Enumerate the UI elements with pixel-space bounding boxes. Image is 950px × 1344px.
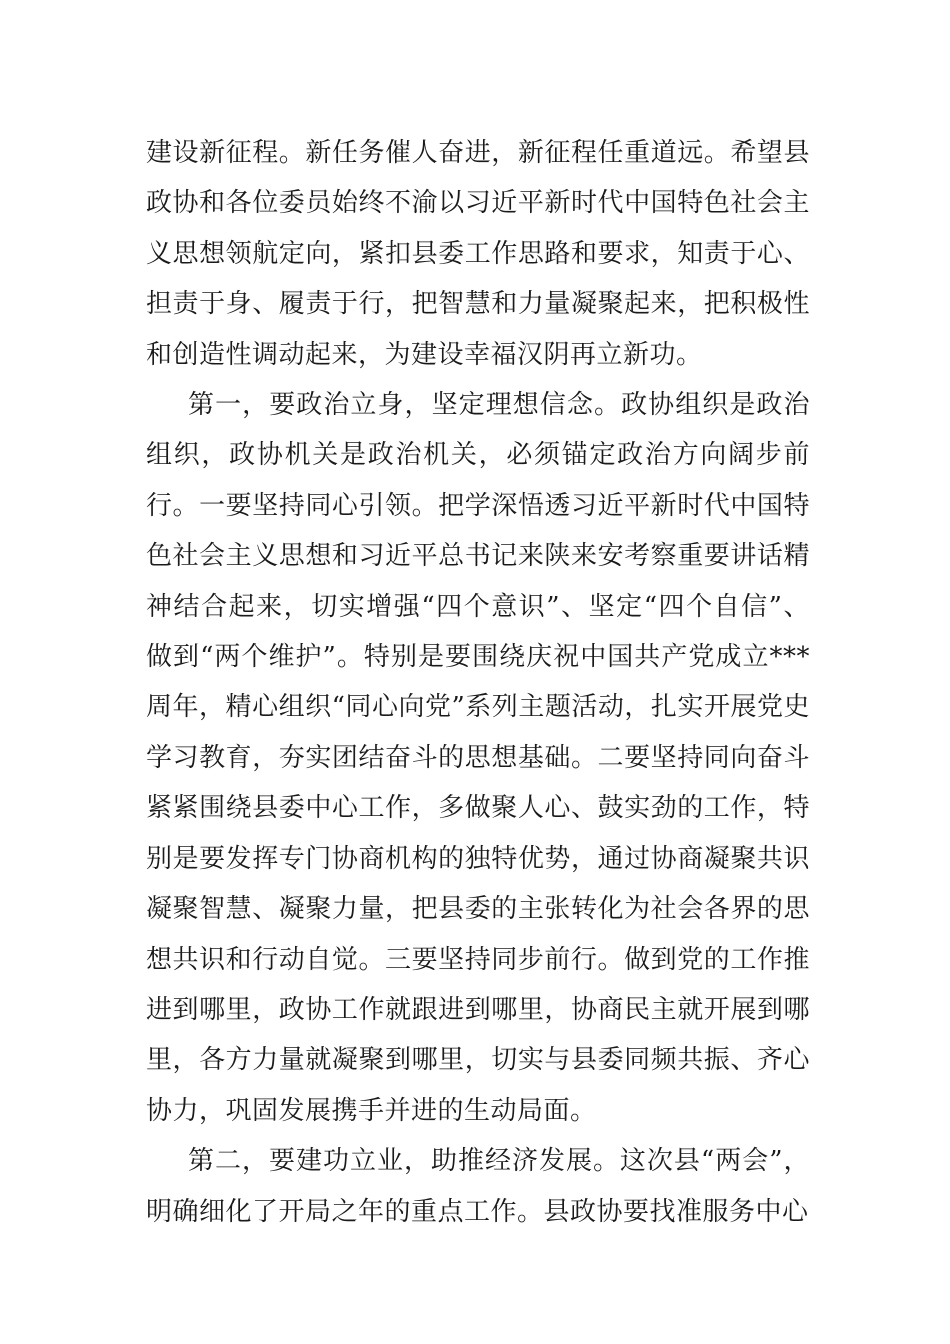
paragraph-first-point: 第一，要政治立身，坚定理想信念。政协组织是政治组织，政协机关是政治机关，必须锚定政治方向阔步前行。一要坚持同心引领。把学深悟透习近平新时代中国特色社会主义思想和习近平总书记来陕来安考察重要讲话精神结合起来，切实增强“四个意识”、坚定“四个自信”、做到“两个维护”。特别是要围绕庆祝中国共产党成立***周年，精心组织“同心向党”系列主题活动，扎实开展党史学习教育，夯实团结奋斗的思想基础。二要坚持同向奋斗紧紧围绕县委中心工作，多做聚人心、鼓实劲的工作，特别是要发挥专门协商机构的独特优势，通过协商凝聚共识凝聚智慧、凝聚力量，把县委的主张转化为社会各界的思想共识和行动自觉。三要坚持同步前行。做到党的工作推进到哪里，政协工作就跟进到哪里，协商民主就开展到哪里，各方力量就凝聚到哪里，切实与县委同频共振、齐心协力，巩固发展携手并进的生动局面。 [146, 390, 810, 1126]
document-body [146, 128, 810, 1237]
paragraph-second-point: 第二，要建功立业，助推经济发展。这次县“两会”，明确细化了开局之年的重点工作。县政协要找准服务中心 [146, 1146, 810, 1227]
paragraph-intro: 建设新征程。新任务催人奋进，新征程任重道远。希望县政协和各位委员始终不渝以习近平新时代中国特色社会主义思想领航定向，紧扣县委工作思路和要求，知责于心、担责于身、履责于行，把智慧和力量凝聚起来，把积极性和创造性调动起来，为建设幸福汉阴再立新功。 [146, 138, 810, 370]
